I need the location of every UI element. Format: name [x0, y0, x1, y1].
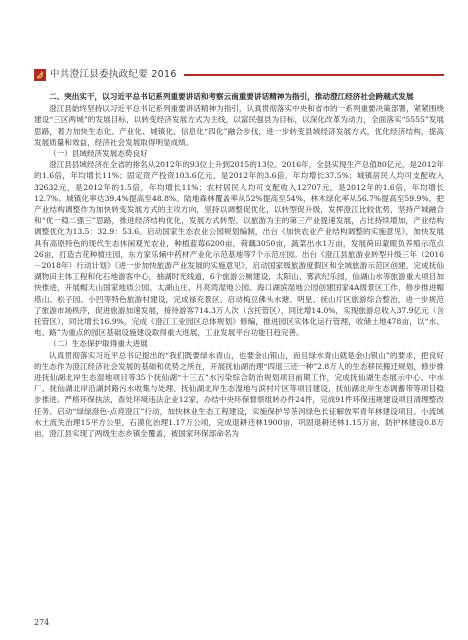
intro-paragraph: 澄江县始终坚持以习近平总书记系列重要讲话精神为指引，认真贯彻落实中央和省市的一系列重要决策部署，紧紧围绕建设“三区两城”的发展目标，以转变经济发展方式为主线，以富民强县为目标，以深化改革为动力，全面落实“5555”发展思路，着力加快生态化、产业化、城镇化、信息化“四化”融合步伐，进一步转变县域经济发展方式，优化经济结构，提高发展质量和效益，经济社会发展取得明显成绩。 — [34, 104, 444, 147]
page-number: 274 — [34, 618, 50, 627]
ecology-paragraph: 认真贯彻落实习近平总书记提出的“我们既要绿水青山，也要金山银山，而且绿水青山就是金山银山”的要求，把良好的生态作为澄江经济社会发展的基础和优势之所在，开展抚仙湖治理“四退三还一种”2.8万人的生态移民搬迁规划，修步推进抚仙湖北岸生态湿地项目等35个抚仙湖“十三五”水污染综合防治规划项目前期工作，完成抚仙湖生态展示中心、中水厂、抚仙湖北岸沿湖封路污水收集与处理、抚仙湖北岸生态湿地与滨村片区等项目建设，抚仙湖北岸生态调蓄带等项目稳步推进。严格环保执法，查处环境违法企业12家，办结中央环保督察组转办件24件，完成91件环保违规建设项目清理整改任务。启动“绿绿澄色·点亮澄江”行动，加快林业生态工程建设，实施保护导茶河绿色长征解放军青年林建设项目。小流域水土流失治理15平方公里，石漠化治理1.17万公顷，完成退耕还林1900亩，巩固退耕还林1.15万亩，防护林建设0.8万亩，澄江县实现了两级生态乡镇全覆盖，被国家环保部命名为 — [34, 350, 444, 439]
subsection-title-economy: （一）县域经济发展态势良好 — [49, 149, 148, 159]
economy-paragraph: 澄江县县域经济在全省的排名从2012年的93位上升到2015的13位。2016年，全县实现生产总值80亿元，是2012年的1.6倍，年均增长11%；固定资产投资103.6亿元，是2012年的3.6倍，年均增长37.5%；城镇居民人均可支配收入32632元，是2012年的1.5倍，年均增长11%；农村居民人均可支配收入12707元，是2012年的1.6倍，年均增长12.7%。城镇化率达39.4%提高至48.8%。陆地森林覆盖率从52%提高至54%，林木绿化率从56.7%提高至59.9%。把产业结构调整作为加快转变发展方式的主攻方向，坚持以调整促优化，以转型促升级，发挥澄江比较优势，坚持产城融合和“优一稳二强三”思路，推进经济结构优化，发展方式转型。以旅游为主的第三产业提速发展，占比持续增加，产业结构调整优化为13.5：32.9：53.6。启动国家生态农业公园规划编制，出台《加快农业产业结构调整的实施意见》，加快发展具有高原特色的现代生态休闲观光农业，种植蓝莓6200亩，荷藕3050亩，蔬菜出水1万亩，发展荷田蒙眼负养殖示范点26亩，打造吉花种植庄园，东方家乐辅中药材产业化示范基地等7个示范庄园。出台《澄江县旅游业转型升级三年（2016－2018年）行动计划》《进一步加快旅游产业发展的实施意见》，启动国家级旅游度假区和全域旅游示范区创建，完成抚仙湖物田主体工程和化石地游客中心，抽湖时光线道，6个旅游公厕建设，太阳山、雾武纪乐园，仙湖山水等旅游重大项目加快推进，开展帽天山国家地质公园、太湖山庄、月亮湾湿地公园、海口湖滨湿地公园创建国家4A级景区工作，修步推进帽塔山、松子园、小凹等特色旅游村建设，完成禄充景区、启动梅豆佛头水塘、明星、抚山片区旅游综合整治，进一步规范了旅游市场秩序，促进旅游加速发展，接待游客714.3万人次（含托管区），同比增14.0%，实现旅游总收入37.9亿元（含托管区），同比增长16.9%。完成《澄江工业园区总体规划》修编，推进园区实体化运行管理，收储土地478亩，以“水、电、路”为重点的园区基础设施建设取得重大进展，工业发展平台功能日趋完善。 — [34, 160, 444, 338]
subsection-title-ecology: （二）生态保护取得重大进展 — [49, 339, 148, 349]
running-header — [34, 69, 444, 83]
header-title: 中共澄江县委执政纪要 2016 — [50, 69, 177, 80]
page-body — [34, 90, 444, 612]
party-emblem-icon — [34, 69, 46, 81]
header-rule — [184, 74, 444, 76]
section-heading: 二、突出实干，以习近平总书记系列重要讲话和考察云南重要讲话精神为指引，推动澄江经济社会跨越式发展 — [49, 92, 414, 101]
